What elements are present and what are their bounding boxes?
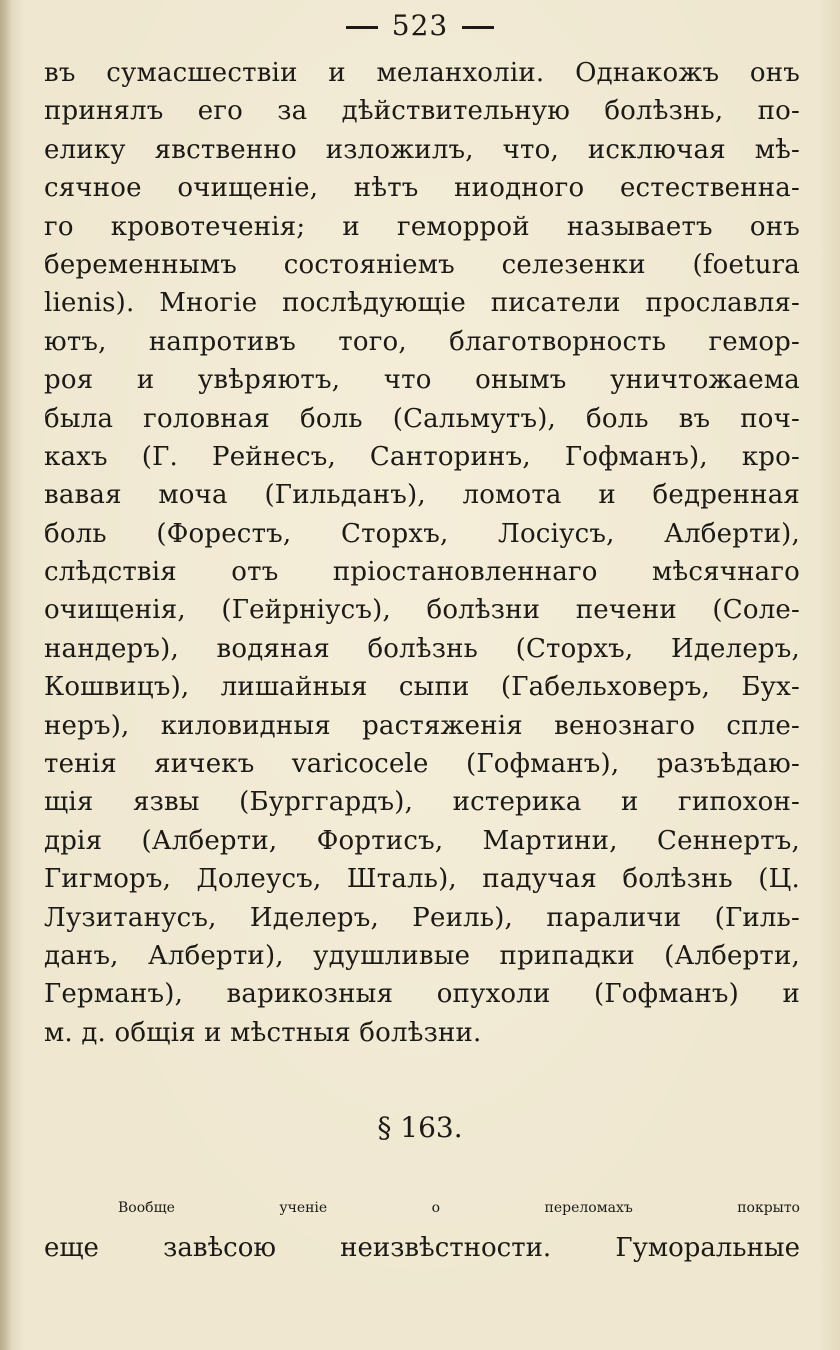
text-line: еще завѣсою неизвѣстности. Гуморальные — [44, 1233, 800, 1263]
text-line: дрія (Алберти, Фортисъ, Мартини, Сеннертъ, — [44, 825, 800, 856]
page-header — [0, 6, 840, 46]
text-line: въ сумасшествіи и меланхоліи. Однакожъ онъ — [44, 58, 800, 88]
text-line: Вообще ученіе о переломахъ покрыто — [118, 1200, 800, 1216]
text-line: щія язвы (Бурггардъ), истерика и гипохон- — [44, 787, 800, 818]
text-line: ютъ, напротивъ того, благотворность гемор- — [44, 326, 800, 357]
text-line: кахъ (Г. Рейнесъ, Санторинъ, Гофманъ), кро- — [44, 441, 800, 472]
text-line: lienis). Многіе послѣдующіе писатели прославля- — [44, 288, 800, 319]
text-line: была головная боль (Сальмутъ), боль въ поч- — [44, 403, 800, 434]
text-line: роя и увѣряютъ, что онымъ уничтожаема — [44, 365, 800, 396]
text-line: вавая моча (Гильданъ), ломота и бедренная — [44, 480, 800, 511]
text-line: елику явственно изложилъ, что, исключая мѣ- — [44, 134, 800, 165]
text-line: тенія яичекъ varicocele (Гофманъ), разъѣдаю- — [44, 749, 800, 780]
text-line: Гигморъ, Долеусъ, Шталь), падучая болѣзнь (Ц. — [44, 864, 800, 895]
section-heading: § 163. — [377, 1111, 463, 1144]
page-number: 523 — [391, 9, 449, 42]
text-line: Германъ), варикозныя опухоли (Гофманъ) и — [44, 979, 800, 1010]
text-line: слѣдствія отъ пріостановленнаго мѣсячнаго — [44, 557, 800, 588]
text-line: данъ, Алберти), удушливые припадки (Алберти, — [44, 940, 800, 971]
text-line: м. д. общія и мѣстныя болѣзни. — [44, 1017, 482, 1048]
text-line: Кошвицъ), лишайныя сыпи (Габельховеръ, Бух- — [44, 672, 800, 703]
paragraph-2 — [44, 1188, 800, 1268]
header-dash-left — [346, 26, 378, 29]
paragraph-1 — [44, 54, 800, 1052]
text-line: боль (Форестъ, Сторхъ, Лосіусъ, Алберти), — [44, 518, 800, 549]
text-line: сячное очищеніе, нѣтъ ниодного естественна- — [44, 173, 800, 204]
text-line: принялъ его за дѣйствительную болѣзнь, по- — [44, 96, 800, 127]
text-line: неръ), киловидныя растяженія венознаго спле- — [44, 710, 800, 741]
header-dash-right — [462, 26, 494, 29]
text-line: го кровотеченія; и геморрой называетъ онъ — [44, 211, 800, 242]
text-line: беременнымъ состояніемъ селезенки (foetura — [44, 249, 800, 280]
text-line: Лузитанусъ, Иделеръ, Реиль), параличи (Гиль- — [44, 902, 800, 933]
text-line: нандеръ), водяная болѣзнь (Сторхъ, Иделеръ, — [44, 633, 800, 664]
text-line: очищенія, (Гейрніусъ), болѣзни печени (Соле- — [44, 595, 800, 626]
